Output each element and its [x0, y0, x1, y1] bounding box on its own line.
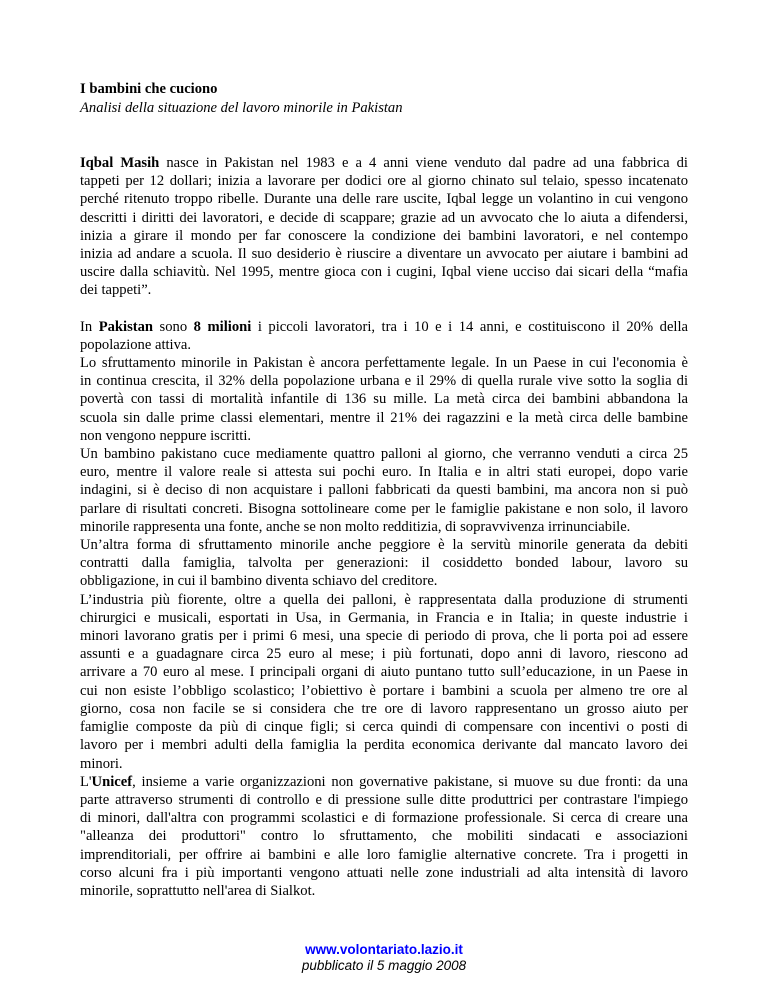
paragraph-line: minori lavorano gratis per i primi 6 mesi, una specie di periodo di prova, che li porta poi ad essere — [80, 628, 688, 645]
paragraph-line: "alleanza dei produttori" contro lo sfruttamento, che mobiliti sindacati e associazioni — [80, 828, 688, 845]
paragraph-line: scuola sin dalle prime classi elementari, mentre il 21% dei ragazzini e la metà circa delle bambine — [80, 409, 688, 426]
paragraph-line: euro, mentre il valore reale si attesta sui pochi euro. In Italia e in altri stati europei, dopo varie — [80, 464, 688, 481]
paragraph-line: Un’altra forma di sfruttamento minorile anche peggiore è la servitù minorile generata da debiti — [80, 537, 688, 554]
paragraph-line: perché ritenuto troppo ribelle. Durante una delle rare uscite, Iqbal legge un volantino in cui vengono — [80, 191, 688, 208]
bold-name: Iqbal Masih — [80, 155, 160, 171]
bold-count: 8 milioni — [193, 318, 252, 335]
paragraph-line: giorno, cosa non facile se si considera che tre ore di lavoro rappresentano un grosso aiuto per — [80, 700, 688, 717]
paragraph-line: In Pakistan sono 8 milioni i piccoli lavoratori, tra i 10 e i 14 anni, e costituiscono il 20% della — [80, 318, 689, 335]
paragraph-line: minorile, soprattutto nell'area di Sialkot. — [80, 882, 316, 899]
paragraph-line: famiglie composte da più di cinque figli; si cerca quindi di compensare con incentivi o posti di — [80, 719, 688, 736]
paragraph-line: L'Unicef, insieme a varie organizzazioni non governative pakistane, si muove su due fronti: da una — [80, 773, 688, 790]
paragraph-line: uscire dalla schiavitù. Nel 1995, mentre gioca con i cugini, Iqbal viene ucciso dai sicari della “mafia — [80, 264, 688, 281]
paragraph-line: di minori, dall'altra con programmi scolastici e di formazione professionale. Si cerca di creare una — [80, 810, 688, 827]
paragraph-line: Un bambino pakistano cuce mediamente quattro palloni al giorno, che verranno venduti a circa 25 — [80, 446, 688, 463]
paragraph-line: inizia ad andare a scuola. Il suo desiderio è riuscire a diventare un avvocato per aiutare i bambini ad — [80, 246, 688, 263]
document-subtitle: Analisi della situazione del lavoro minorile in Pakistan — [80, 100, 403, 116]
document-title: I bambini che cuciono — [80, 81, 218, 97]
paragraph-line: parlare di risultati concreti. Bisogna sottolineare come per le famiglie pakistane e non solo, il lavoro — [80, 500, 688, 517]
paragraph-pakistan — [80, 318, 688, 901]
paragraph-line: chirurgici e musicali, esportati in Usa, in Germania, in Francia e in Italia; in queste industrie i — [80, 609, 688, 626]
paragraph-line: indagini, si è deciso di non acquistare i palloni fabbricati da questi bambini, ma ancora non si può — [80, 482, 688, 499]
paragraph-line: assunti e a guadagnare circa 25 euro al mese; i più fortunati, dopo anni di lavoro, riescono ad — [80, 646, 688, 663]
paragraph-line: inizia a girare il mondo per far conoscere la condizione dei bambini lavoratori, e nel contempo — [80, 227, 688, 244]
paragraph-line: Iqbal Masih nasce in Pakistan nel 1983 e a 4 anni viene venduto dal padre ad una fabbrica di — [80, 155, 688, 171]
paragraph-line: arrivare a 70 euro al mese. I principali organi di aiuto puntano tutto sull’educazione, in un Paese in — [80, 664, 688, 681]
paragraph-line: parte attraverso strumenti di controllo e di pressione sulle ditte produttrici per contrastare l'impiego — [80, 791, 688, 808]
bold-country: Pakistan — [98, 318, 154, 335]
paragraph-line: minori. — [80, 755, 123, 772]
paragraph-line: contratti dalla famiglia, talvolta per generazioni: il cosiddetto bonded labour, lavoro su — [80, 555, 688, 572]
bold-unicef: Unicef — [91, 773, 133, 790]
paragraph-line: lavoro per i membri adulti della famiglia la perdita economica derivante dal mancato lavoro dei — [80, 737, 688, 754]
paragraph-line: imprenditoriali, per offrire ai bambini e alle loro famiglie alternative concrete. Tra i progetti in — [80, 846, 688, 863]
page-footer — [0, 942, 768, 974]
paragraph-line: non vengono neppure iscritti. — [80, 427, 252, 444]
paragraph-line: cui non esiste l’obbligo scolastico; l’obiettivo è portare i bambini a scuola per almeno tre ore al — [80, 682, 688, 699]
paragraph-line: in continua crescita, il 32% della popolazione urbana e il 29% di quella rurale vive sotto la soglia di — [80, 373, 688, 390]
paragraph-line: descritti i diritti dei lavoratori, e decide di scappare; grazie ad un avvocato che lo aiuta a difendersi, — [80, 209, 688, 226]
paragraph-line: corso alcuni fra i più importanti vengono attuati nelle zone industriali ad alta intensità di lavoro — [80, 864, 688, 881]
paragraph-line: obbligazione, in cui il bambino diventa schiavo del creditore. — [80, 573, 438, 590]
paragraph-iqbal — [80, 154, 688, 300]
paragraph-line: dei tappeti”. — [80, 282, 152, 299]
document-page — [80, 80, 688, 918]
title-block — [80, 80, 688, 118]
website-link[interactable]: www.volontariato.lazio.it — [305, 942, 463, 957]
paragraph-line: Lo sfruttamento minorile in Pakistan è ancora perfettamente legale. In un Paese in cui l'economia è — [80, 355, 688, 372]
publication-date: pubblicato il 5 maggio 2008 — [301, 958, 467, 973]
paragraph-line: povertà con tassi di mortalità infantile di 136 su mille. La metà circa dei bambini abbandona la — [80, 391, 688, 408]
article-body — [80, 154, 688, 900]
paragraph-line: minorile rappresenta una fonte, anche se non molto redditizia, di sopravvivenza irrinunciabile. — [80, 518, 631, 535]
paragraph-line: L’industria più fiorente, oltre a quella dei palloni, è rappresentata dalla produzione di strumenti — [80, 591, 688, 608]
paragraph-line: popolazione attiva. — [80, 336, 192, 353]
paragraph-line: tappeti per 12 dollari; inizia a lavorare per dodici ore al giorno chinato sul telaio, spesso incatenato — [80, 173, 688, 190]
